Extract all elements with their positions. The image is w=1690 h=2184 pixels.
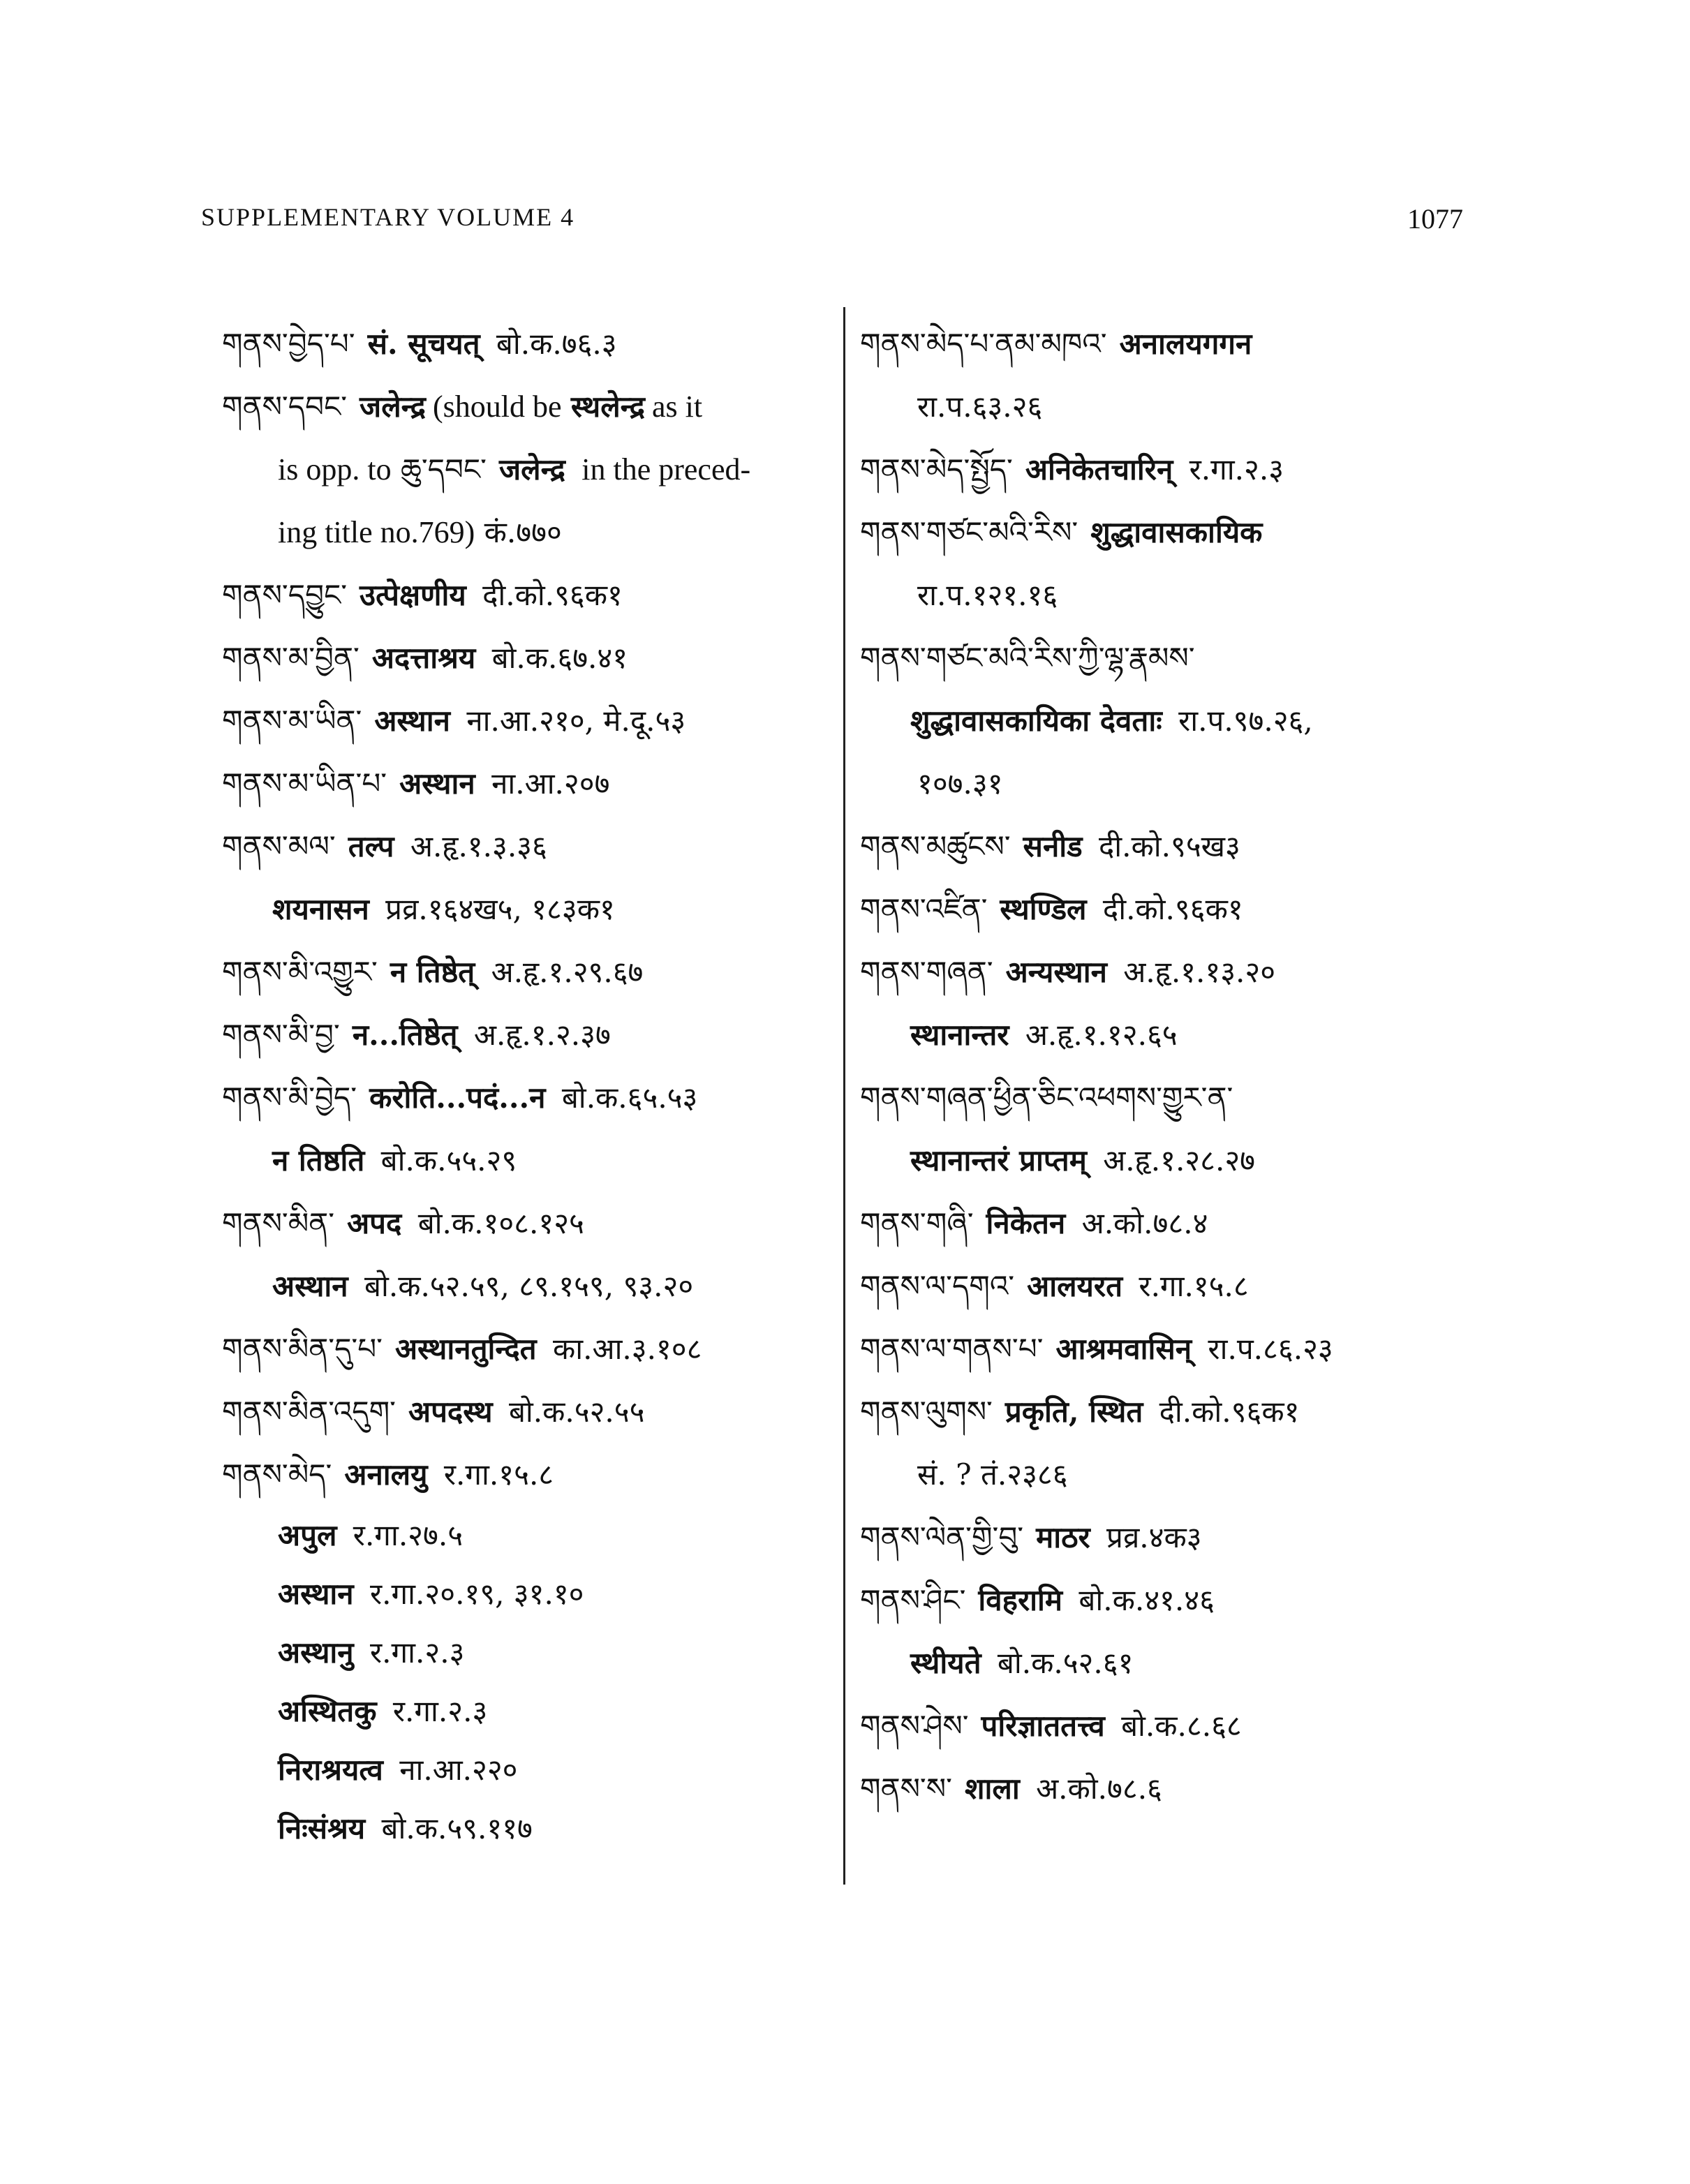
sanskrit-term: परिज्ञाततत्त्व xyxy=(981,1709,1105,1743)
reference: बो.क.४१.४६ xyxy=(1079,1583,1215,1617)
entry-subline xyxy=(860,1004,1474,1067)
sanskrit-term: प्रकृति, स्थित xyxy=(1005,1395,1143,1429)
entry-subline xyxy=(222,1506,829,1565)
reference: प्रव्र.४क३ xyxy=(1106,1520,1202,1554)
sanskrit-term: अस्थान xyxy=(278,1577,354,1611)
reference: र.गा.२.३ xyxy=(392,1694,488,1728)
sanskrit-term: स्थीयते xyxy=(910,1646,981,1680)
sanskrit-term: जलेन्द्र xyxy=(360,389,426,424)
reference: अ.हृ.१.१२.६५ xyxy=(1025,1018,1178,1052)
reference: रा.प.८६.२३ xyxy=(1208,1332,1333,1366)
english-note: is opp. to xyxy=(278,452,392,486)
sanskrit-term: स्थानान्तरं प्राप्तम् xyxy=(910,1143,1087,1178)
sanskrit-term: शयनासन xyxy=(272,892,369,926)
tibetan-term: གནས་དབང་ xyxy=(222,389,348,424)
entry xyxy=(222,376,829,438)
sanskrit-term: अनालयु xyxy=(344,1457,428,1492)
reference: र.गा.२०.१९, ३१.१० xyxy=(369,1577,584,1611)
sanskrit-term: अन्यस्थान xyxy=(1005,955,1107,989)
sanskrit-term: अपदस्थ xyxy=(408,1395,493,1429)
reference: अ.को.७८.६ xyxy=(1036,1771,1162,1806)
entry xyxy=(860,1569,1474,1632)
sanskrit-term: करोति...पदं...न xyxy=(369,1080,546,1115)
page-number: 1077 xyxy=(1407,203,1463,235)
entry-subline xyxy=(222,1255,829,1318)
tibetan-term: གནས་བྱེད་པ་ xyxy=(222,327,355,361)
tibetan-term: གནས་འཛིན་ xyxy=(860,892,988,926)
entry xyxy=(860,878,1474,941)
reference: अ.हृ.१.२.३७ xyxy=(473,1018,611,1052)
entry xyxy=(222,564,829,627)
entry xyxy=(860,815,1474,878)
sanskrit-term: अस्थानतुन्दित xyxy=(394,1332,537,1366)
entry-subline xyxy=(222,1682,829,1741)
entry xyxy=(860,1381,1474,1443)
sanskrit-term: अपद xyxy=(347,1206,402,1240)
left-column xyxy=(222,313,829,1858)
tibetan-term: གནས་ལ་གནས་པ་ xyxy=(860,1332,1044,1366)
entry-subline xyxy=(222,1565,829,1624)
sanskrit-term: शाला xyxy=(964,1771,1020,1806)
reference: बो.क.६७.४१ xyxy=(491,641,628,675)
entry-continuation xyxy=(222,501,829,564)
tibetan-term: གནས་མིན་འདུག་ xyxy=(222,1395,396,1429)
sanskrit-term: तल्प xyxy=(348,829,394,863)
tibetan-term: གནས་གཞི་ xyxy=(860,1206,974,1240)
sanskrit-term: अस्थान xyxy=(374,704,450,738)
entry xyxy=(222,1381,829,1443)
reference: रा.प.९७.२६, xyxy=(1178,704,1313,738)
reference: का.आ.३.१०८ xyxy=(552,1332,702,1366)
reference: दी.को.९५ख३ xyxy=(1098,829,1240,863)
entry xyxy=(860,438,1474,501)
sanskrit-term: न...तिष्ठेत् xyxy=(352,1018,458,1052)
tibetan-term: གནས་མིན་ xyxy=(222,1206,335,1240)
reference: १०७.३१ xyxy=(917,766,1003,801)
right-column xyxy=(860,313,1474,1820)
reference: बो.क.६५.५३ xyxy=(561,1080,698,1115)
entry xyxy=(860,1758,1474,1820)
reference: बो.क.५२.६१ xyxy=(997,1646,1134,1680)
tibetan-term: གནས་གཞན་ xyxy=(860,955,993,989)
reference: प्रव्र.१६४ख५, १८३क१ xyxy=(385,892,615,926)
tibetan-term: གནས་མཚུངས་ xyxy=(860,829,1011,863)
entry-subline xyxy=(222,1624,829,1682)
entry-subline xyxy=(222,1799,829,1858)
entry-subline xyxy=(860,1129,1474,1192)
tibetan-term: གནས་མ་ཡིན་ xyxy=(222,704,362,738)
tibetan-term: གནས་དབྱུང་ xyxy=(222,578,348,612)
sanskrit-term: सनीड xyxy=(1023,829,1083,863)
reference: अ.हृ.१.१३.२० xyxy=(1123,955,1276,989)
tibetan-term: གནས་མི་འགྱུར་ xyxy=(222,955,378,989)
entry xyxy=(222,815,829,878)
entry-subline xyxy=(222,1741,829,1799)
reference: सं. ? तं.२३८६ xyxy=(917,1457,1068,1492)
entry xyxy=(222,627,829,690)
entry xyxy=(860,501,1474,564)
reference: कं.७७० xyxy=(484,515,562,549)
tibetan-term: གནས་ཤིང་ xyxy=(860,1583,966,1617)
sanskrit-term: स्थानान्तर xyxy=(910,1018,1009,1052)
tibetan-term: གནས་གཙང་མའི་རིས་ xyxy=(860,515,1079,549)
entry-subline xyxy=(860,1443,1474,1506)
sanskrit-term: सं. सूचयत् xyxy=(367,327,480,361)
entry-subline xyxy=(860,1632,1474,1695)
reference: दी.को.९६क१ xyxy=(1102,892,1243,926)
tibetan-term: གནས་མེད་པ་ནམ་མཁའ་ xyxy=(860,327,1107,361)
entry xyxy=(860,1255,1474,1318)
english-note: in the preced- xyxy=(581,452,751,486)
tibetan-term: གནས་མི་བྱ་ xyxy=(222,1018,340,1052)
sanskrit-term: निःसंश्रय xyxy=(278,1811,366,1845)
entry xyxy=(222,1004,829,1067)
entry xyxy=(222,941,829,1004)
sanskrit-term: अस्थान xyxy=(272,1269,348,1303)
tibetan-term: གནས་མལ་ xyxy=(222,829,336,863)
reference: बो.क.५२.५९, ८९.१५९, ९३.२० xyxy=(364,1269,694,1303)
sanskrit-term: न तिष्ठति xyxy=(272,1143,365,1178)
entry xyxy=(860,941,1474,1004)
reference: र.गा.२.३ xyxy=(369,1635,465,1670)
sanskrit-term: शुद्धावासकायिका देवताः xyxy=(910,704,1162,738)
sanskrit-term: अनिकेतचारिन् xyxy=(1025,452,1173,486)
entry-continuation xyxy=(222,438,829,501)
reference: ना.आ.२०७ xyxy=(491,766,610,801)
sanskrit-term: अस्थान xyxy=(399,766,475,801)
reference: दी.को.९६क१ xyxy=(1159,1395,1300,1429)
tibetan-term: ཆུ་དབང་ xyxy=(400,452,487,486)
entry-subline xyxy=(222,878,829,941)
sanskrit-term: अदत्ताश्रय xyxy=(371,641,476,675)
entry xyxy=(860,1506,1474,1569)
entry-subline xyxy=(860,564,1474,627)
sanskrit-term: माठर xyxy=(1036,1520,1090,1554)
entry xyxy=(860,1318,1474,1381)
tibetan-term: གནས་གཙང་མའི་རིས་ཀྱི་ལྷ་རྣམས་ xyxy=(860,641,1195,675)
sanskrit-term: आलयरत xyxy=(1027,1269,1123,1303)
reference: बो.क.५२.५५ xyxy=(508,1395,645,1429)
entry xyxy=(860,1192,1474,1255)
entry xyxy=(222,1067,829,1129)
sanskrit-term: निराश्रयत्व xyxy=(278,1753,383,1787)
reference: अ.हृ.१.२९.६७ xyxy=(491,955,644,989)
tibetan-term: གནས་ལུགས་ xyxy=(860,1395,993,1429)
reference: अ.हृ.१.३.३६ xyxy=(410,829,547,863)
running-head: SUPPLEMENTARY VOLUME 4 xyxy=(201,203,575,231)
reference: र.गा.२७.५ xyxy=(353,1518,464,1552)
english-note: (should be xyxy=(432,389,562,424)
sanskrit-term: अनालयगगन xyxy=(1119,327,1252,361)
reference: र.गा.२.३ xyxy=(1189,452,1284,486)
reference: ना.आ.२१०, मे.दू.५३ xyxy=(466,704,686,738)
tibetan-term: གནས་མིན་དུ་པ་ xyxy=(222,1332,383,1366)
sanskrit-term: जलेन्द्र xyxy=(498,452,565,486)
sanskrit-term: निकेतन xyxy=(986,1206,1066,1240)
reference: अ.को.७८.४ xyxy=(1081,1206,1208,1240)
entry xyxy=(222,752,829,815)
tibetan-term: གནས་མེད་ xyxy=(222,1457,332,1492)
reference: रा.प.१२१.१६ xyxy=(917,578,1058,612)
sanskrit-term: शुद्धावासकायिक xyxy=(1090,515,1263,549)
reference: बो.क.१०८.१२५ xyxy=(417,1206,584,1240)
sanskrit-term: न तिष्ठेत् xyxy=(390,955,475,989)
tibetan-term: གནས་མ་ཡིན་པ་ xyxy=(222,766,387,801)
sanskrit-term: विहरामि xyxy=(978,1583,1063,1617)
column-divider xyxy=(843,307,845,1885)
sanskrit-term: अपुल xyxy=(278,1518,337,1552)
tibetan-term: གནས་ལ་དགའ་ xyxy=(860,1269,1015,1303)
tibetan-term: གནས་ཤེས་ xyxy=(860,1709,969,1743)
entry xyxy=(860,627,1474,690)
english-note: as it xyxy=(651,389,703,424)
tibetan-term: གནས་ལེན་གྱི་བུ་ xyxy=(860,1520,1024,1554)
tibetan-term: གནས་མི་བྱེད་ xyxy=(222,1080,357,1115)
reference: बो.क.५९.११७ xyxy=(381,1811,533,1845)
entry xyxy=(860,313,1474,376)
reference: ना.आ.२२० xyxy=(399,1753,518,1787)
entry xyxy=(222,1443,829,1506)
entry xyxy=(222,1318,829,1381)
entry-subline xyxy=(860,376,1474,438)
tibetan-term: གནས་གཞན་ཕྱིན་ཅིང་འཕགས་གྱུར་ན་ xyxy=(860,1080,1233,1115)
reference: र.गा.१५.८ xyxy=(1139,1269,1249,1303)
sanskrit-term: स्थण्डिल xyxy=(1000,892,1087,926)
sanskrit-term: अस्थानु xyxy=(278,1635,354,1670)
english-note: ing title no.769) xyxy=(278,515,475,549)
reference: रा.प.६३.२६ xyxy=(917,389,1043,424)
reference: अ.हृ.१.२८.२७ xyxy=(1103,1143,1256,1178)
sanskrit-term: उत्पेक्षणीय xyxy=(360,578,466,612)
sanskrit-term: स्थलेन्द्र xyxy=(570,389,645,424)
entry xyxy=(860,1695,1474,1758)
tibetan-term: གནས་ས་ xyxy=(860,1771,952,1806)
entry xyxy=(860,1067,1474,1129)
tibetan-term: གནས་མེད་སྤྱོད་ xyxy=(860,452,1013,486)
tibetan-term: གནས་མ་བྱིན་ xyxy=(222,641,360,675)
sanskrit-term: अस्थितकु xyxy=(278,1694,377,1728)
entry-subline xyxy=(222,1129,829,1192)
reference: बो.क.५५.२९ xyxy=(380,1143,517,1178)
entry-subline xyxy=(860,690,1474,752)
entry xyxy=(222,1192,829,1255)
reference: बो.क.७६.३ xyxy=(496,327,617,361)
reference: बो.क.८.६८ xyxy=(1121,1709,1242,1743)
reference: दी.को.९६क१ xyxy=(482,578,623,612)
entry xyxy=(222,313,829,376)
entry-subline xyxy=(860,752,1474,815)
sanskrit-term: आश्रमवासिन् xyxy=(1055,1332,1192,1366)
reference: र.गा.१५.८ xyxy=(443,1457,554,1492)
entry xyxy=(222,690,829,752)
